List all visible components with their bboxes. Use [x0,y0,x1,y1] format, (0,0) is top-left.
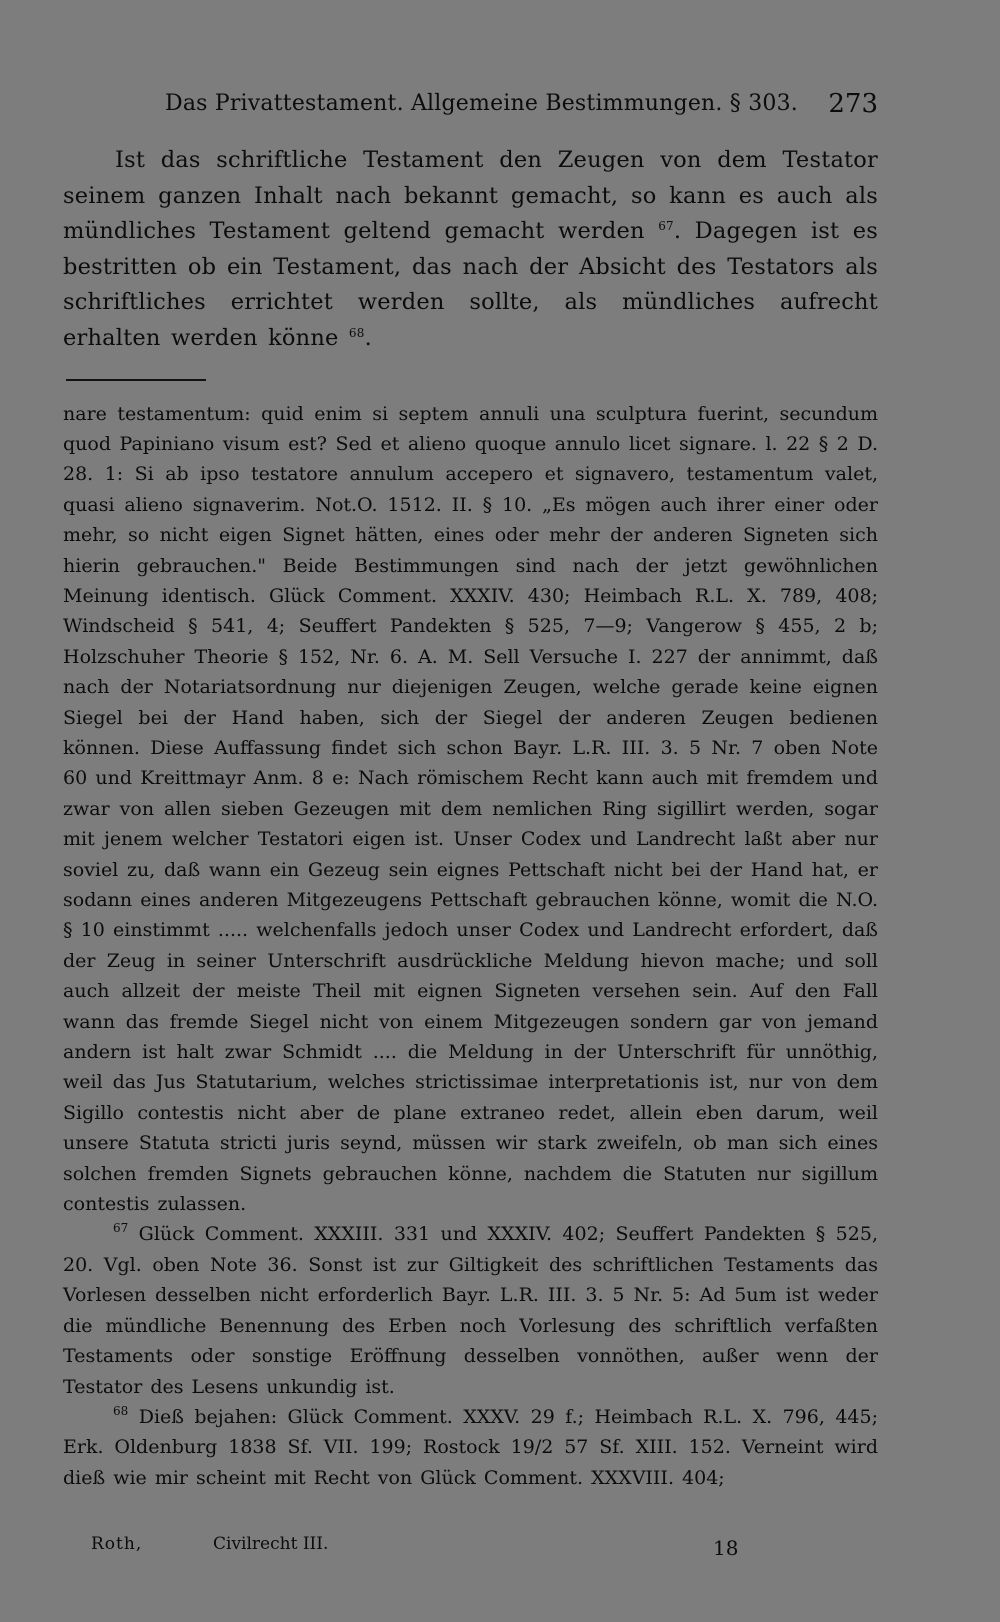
footnote-67-text: Glück Comment. XXXIII. 331 und XXXIV. 402; Seuffert Pandekten § 525, 20. Vgl. oben Note 36. Sonst ist zur Giltigkeit des schriftlichen Testaments das Vorlesen desselben nicht erforderlich Bayr. L.R. III. 3. 5 Nr. 5: Ad 5um ist weder die mündliche Benennung des Erben noch Vorlesung des schriftlich verfaßten Testaments oder sonstige Eröffnung desselben vonnöthen, außer wenn der Testator des Lesens unkundig ist. [63,1223,878,1398]
footnote-ref-68[interactable]: 68 [348,325,365,340]
footnote-separator [66,379,206,381]
signature-author: Roth, [91,1534,143,1554]
footnote-continuation: nare testamentum: quid enim si septem annuli una sculptura fuerint, secundum quod Papiniano visum est? Sed et alieno quoque annulo licet signare. l. 22 § 2 D. 28. 1: Si ab ipso testatore annulum accepero et signavero, testamentum valet, quasi alieno signaverim. Not.O. 1512. II. § 10. „Es mögen auch ihrer einer oder mehr, so nicht eigen Signet hätten, eines oder mehr der anderen Signeten sich hierin gebrauchen." Beide Bestimmungen sind nach der jetzt gewöhnlichen Meinung identisch. Glück Comment. XXXIV. 430; Heimbach R.L. X. 789, 408; Windscheid § 541, 4; Seuffert Pandekten § 525, 7—9; Vangerow § 455, 2 b; Holzschuher Theorie § 152, Nr. 6. A. M. Sell Versuche I. 227 der annimmt, daß nach der Notariatsordnung nur diejenigen Zeugen, welche gerade keine eignen Siegel bei der Hand haben, sich der Siegel der anderen Zeugen bedienen können. Diese Auffassung findet sich schon Bayr. L.R. III. 3. 5 Nr. 7 oben Note 60 und Kreittmayr Anm. 8 e: Nach römischem Recht kann auch mit fremdem und zwar von allen sieben Gezeugen mit dem nemlichen Ring sigillirt werden, sogar mit jenem welcher Testatori eigen ist. Unser Codex und Landrecht laßt aber nur soviel zu, daß wann ein Gezeug sein eignes Pettschaft nicht bei der Hand hat, er sodann eines anderen Mitgezeugens Pettschaft gebrauchen könne, womit die N.O. § 10 einstimmt ..... welchenfalls jedoch unser Codex und Landrecht erfordert, daß der Zeug in seiner Unterschrift ausdrückliche Meldung hievon mache; und soll auch allzeit der meiste Theil mit eignen Signeten versehen sein. Auf den Fall wann das fremde Siegel nicht von einem Mitgezeugen sondern gar von jemand andern ist halt zwar Schmidt .... die Meldung in der Unterschrift für unnöthig, weil das Jus Statutarium, welches strictissimae interpretationis ist, nur von dem Sigillo contestis nicht aber de plane extraneo redet, allein eben darum, weil unsere Statuta stricti juris seynd, müssen wir stark zweifeln, ob man sich eines solchen fremden Signets gebrauchen könne, nachdem die Statuten nur sigillum contestis zulassen. [63,402,878,1216]
footnote-68-number: 68 [113,1403,129,1418]
footnote-ref-67[interactable]: 67 [658,219,674,233]
book-page [63,85,878,1565]
main-paragraph [63,143,878,356]
signature-line [63,1532,878,1562]
footnote-67 [63,1219,878,1401]
paragraph-text: Ist das schriftliche Testament den Zeugen von dem Testator seinem ganzen Inhalt nach bekannt gemacht, so kann es auch als mündliches Testament geltend gemacht werden [63,147,878,244]
page-number: 273 [828,89,878,119]
signature-number: 18 [713,1536,739,1560]
signature-work: Civilrecht III. [213,1534,329,1554]
running-header [63,85,878,125]
footnote-67-number: 67 [113,1221,129,1236]
footnote-68 [63,1402,878,1493]
footnote-68-text: Dieß bejahen: Glück Comment. XXXV. 29 f.; Heimbach R.L. X. 796, 445; Erk. Oldenburg 1838 Sf. VII. 199; Rostock 19/2 57 Sf. XIII. 152. Verneint wird dieß wie mir scheint mit Recht von Glück Comment. XXXVIII. 404; [63,1405,878,1489]
paragraph-end: . [364,324,372,351]
running-title: Das Privattestament. Allgemeine Bestimmungen. § 303. [165,91,798,116]
paragraph-text-2: . Dagegen ist es bestritten ob ein Testament, das nach der Absicht des Testators als schriftliches errichtet werden sollte, als mündliches aufrecht erhalten werden könne [63,218,878,351]
